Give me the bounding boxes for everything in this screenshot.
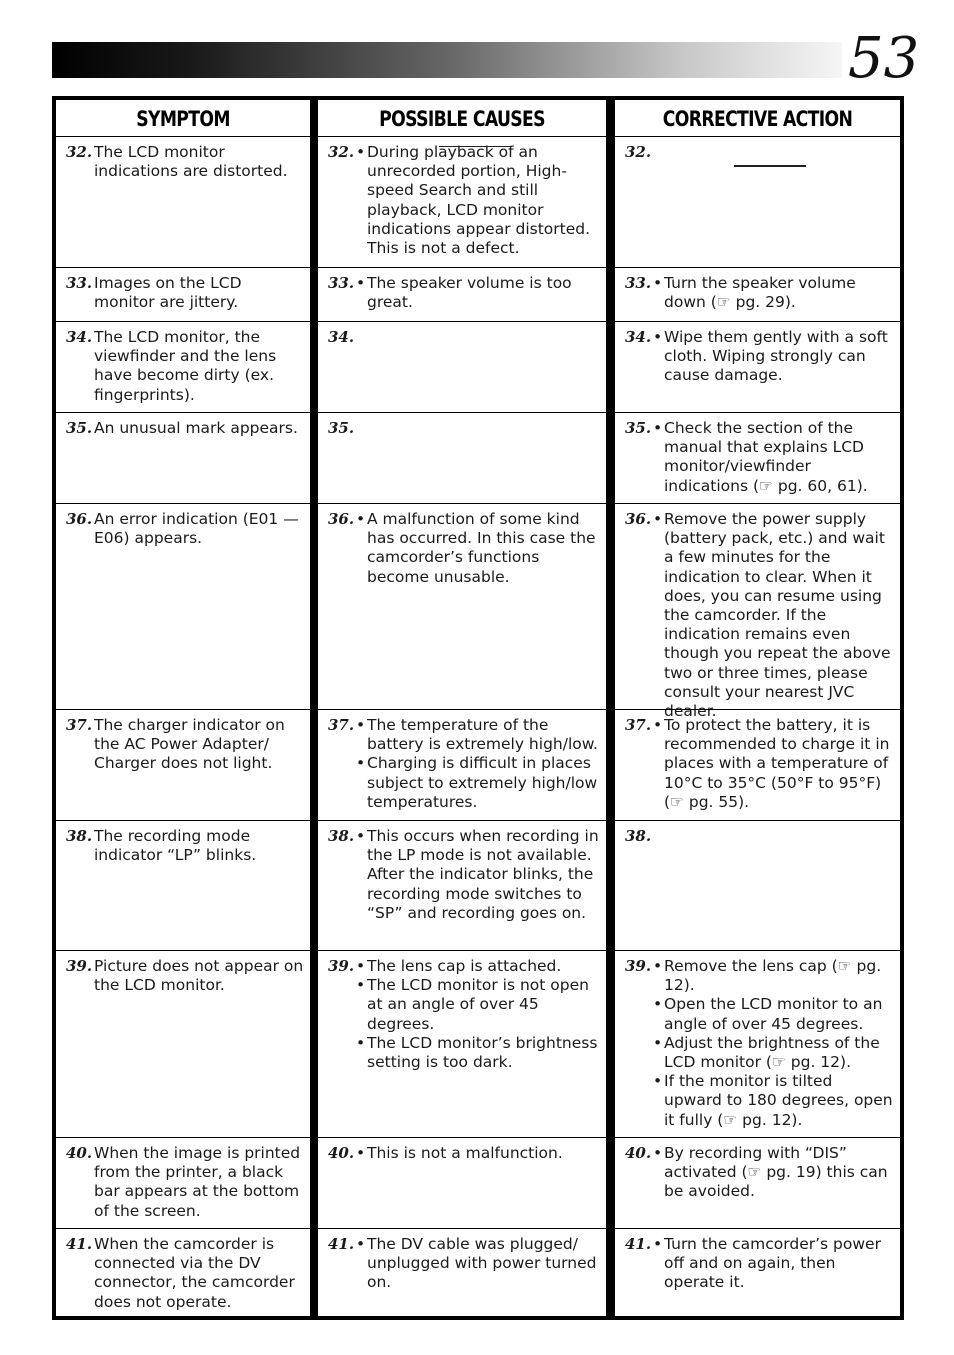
item-number: 33. bbox=[625, 274, 652, 292]
row-divider bbox=[615, 267, 900, 268]
row-divider bbox=[56, 1228, 310, 1229]
item-number: 34. bbox=[625, 328, 652, 346]
row-divider bbox=[318, 321, 606, 322]
symptom-cell bbox=[66, 143, 304, 181]
row-divider bbox=[318, 1228, 606, 1229]
troubleshooting-table bbox=[52, 96, 904, 1320]
cause-item: • Charging is difficult in places subject to extremely high/low temperatures. bbox=[356, 754, 600, 812]
symptom-text: An unusual mark appears. bbox=[94, 419, 298, 437]
item-number: 40. bbox=[66, 1144, 93, 1162]
row-divider bbox=[615, 1228, 900, 1229]
row-divider bbox=[56, 321, 310, 322]
item-number: 41. bbox=[328, 1235, 355, 1253]
cell-text bbox=[94, 1235, 304, 1312]
symptom-text: The LCD monitor indications are distorted. bbox=[94, 143, 288, 181]
action-item: • By recording with “DIS” activated (☞ pg. 19) this can be avoided. bbox=[653, 1144, 894, 1202]
cause-item: • The LCD monitor’s brightness setting is too dark. bbox=[356, 1034, 600, 1072]
row-divider bbox=[56, 950, 310, 951]
row-divider bbox=[318, 1137, 606, 1138]
symptom-column bbox=[56, 100, 310, 1316]
row-divider bbox=[56, 503, 310, 504]
symptom-cell bbox=[66, 274, 304, 312]
header-gradient-bar bbox=[52, 42, 842, 78]
item-number: 40. bbox=[328, 1144, 355, 1162]
cause-cell bbox=[328, 274, 600, 312]
symptom-cell bbox=[66, 419, 304, 438]
row-divider bbox=[318, 267, 606, 268]
action-item: • Turn the camcorder’s power off and on again, then operate it. bbox=[653, 1235, 894, 1293]
item-number: 32. bbox=[625, 143, 652, 161]
row-divider bbox=[615, 321, 900, 322]
cause-item: • This occurs when recording in the LP mode is not available. After the indicator blinks, the recording mode switches to “SP” and recording goes on. bbox=[356, 827, 600, 923]
row-divider bbox=[56, 1137, 310, 1138]
item-number: 36. bbox=[66, 510, 93, 528]
cell-text bbox=[356, 716, 600, 812]
cause-cell bbox=[328, 143, 600, 258]
item-number: 39. bbox=[625, 957, 652, 975]
cell-text bbox=[356, 1144, 600, 1163]
symptom-cell bbox=[66, 510, 304, 548]
cell-text bbox=[653, 328, 894, 386]
action-item: • Remove the lens cap (☞ pg. 12). bbox=[653, 957, 894, 995]
cell-text bbox=[653, 510, 894, 721]
item-number: 40. bbox=[625, 1144, 652, 1162]
row-divider bbox=[318, 709, 606, 710]
action-cell bbox=[625, 1235, 894, 1293]
item-number: 37. bbox=[625, 716, 652, 734]
row-divider bbox=[615, 503, 900, 504]
action-header: CORRECTIVE ACTION bbox=[615, 100, 900, 137]
row-divider bbox=[615, 709, 900, 710]
symptom-cell bbox=[66, 827, 304, 865]
action-cell bbox=[625, 274, 894, 312]
symptom-text: The charger indicator on the AC Power Adapter/ Charger does not light. bbox=[94, 716, 285, 773]
row-divider bbox=[615, 820, 900, 821]
symptom-cell bbox=[66, 716, 304, 774]
cause-item: • The lens cap is attached. bbox=[356, 957, 600, 976]
row-divider bbox=[56, 709, 310, 710]
cell-text bbox=[653, 274, 894, 312]
cell-text bbox=[653, 1235, 894, 1293]
cell-text bbox=[653, 957, 894, 1130]
cause-item: • During playback of an unrecorded portion, High-speed Search and still playback, LCD monitor indications appear distorted. This is not a defect. bbox=[356, 143, 600, 258]
cause-item: • The speaker volume is too great. bbox=[356, 274, 600, 312]
action-cell bbox=[625, 957, 894, 1130]
item-number: 37. bbox=[66, 716, 93, 734]
row-divider bbox=[318, 950, 606, 951]
cause-item: • The temperature of the battery is extremely high/low. bbox=[356, 716, 600, 754]
row-divider bbox=[56, 820, 310, 821]
symptom-text: The recording mode indicator “LP” blinks. bbox=[94, 827, 257, 865]
action-cell bbox=[625, 716, 894, 812]
item-number: 32. bbox=[66, 143, 93, 161]
action-item: • If the monitor is tilted upward to 180 degrees, open it fully (☞ pg. 12). bbox=[653, 1072, 894, 1130]
item-number: 38. bbox=[328, 827, 355, 845]
action-cell bbox=[625, 510, 894, 721]
item-number: 39. bbox=[66, 957, 93, 975]
action-column bbox=[615, 100, 900, 1316]
row-divider bbox=[615, 1137, 900, 1138]
symptom-text: Picture does not appear on the LCD monitor. bbox=[94, 957, 304, 995]
cell-text bbox=[94, 827, 304, 865]
row-divider bbox=[56, 267, 310, 268]
empty-dash bbox=[439, 146, 511, 147]
cell-text bbox=[653, 419, 894, 496]
item-number: 34. bbox=[328, 328, 355, 346]
action-item: • Adjust the brightness of the LCD monitor (☞ pg. 12). bbox=[653, 1034, 894, 1072]
cell-text bbox=[94, 328, 304, 405]
symptom-text: Images on the LCD monitor are jittery. bbox=[94, 274, 242, 312]
cell-text bbox=[356, 143, 600, 258]
cell-text bbox=[94, 716, 304, 774]
item-number: 34. bbox=[66, 328, 93, 346]
symptom-text: When the image is printed from the printer, a black bar appears at the bottom of the screen. bbox=[94, 1144, 301, 1220]
item-number: 35. bbox=[625, 419, 652, 437]
cell-text bbox=[94, 957, 304, 995]
cause-item: • The DV cable was plugged/ unplugged with power turned on. bbox=[356, 1235, 600, 1293]
cause-item: • The LCD monitor is not open at an angle of over 45 degrees. bbox=[356, 976, 600, 1034]
item-number: 41. bbox=[625, 1235, 652, 1253]
cell-text bbox=[653, 1144, 894, 1202]
cause-cell bbox=[328, 1235, 600, 1293]
cell-text bbox=[94, 1144, 304, 1221]
row-divider bbox=[318, 412, 606, 413]
item-number: 33. bbox=[66, 274, 93, 292]
symptom-text: An error indication (E01 — E06) appears. bbox=[94, 510, 299, 548]
cause-cell bbox=[328, 1144, 600, 1163]
action-item: • Remove the power supply (battery pack, etc.) and wait a few minutes for the indication to clear. When it does, you can resume using the camcorder. If the indication remains even though you repeat the above two or three times, please consult your nearest JVC dealer. bbox=[653, 510, 894, 721]
cell-text bbox=[94, 510, 304, 548]
row-divider bbox=[56, 412, 310, 413]
symptom-cell bbox=[66, 328, 304, 405]
causes-column bbox=[318, 100, 606, 1316]
action-item: • Open the LCD monitor to an angle of over 45 degrees. bbox=[653, 995, 894, 1033]
row-divider bbox=[318, 820, 606, 821]
action-item: • Check the section of the manual that explains LCD monitor/viewfinder indications (☞ pg. 60, 61). bbox=[653, 419, 894, 496]
symptom-text: When the camcorder is connected via the DV connector, the camcorder does not operate. bbox=[94, 1235, 295, 1311]
action-cell bbox=[625, 419, 894, 496]
cause-cell bbox=[328, 510, 600, 587]
cell-text bbox=[94, 274, 304, 312]
cell-text bbox=[653, 716, 894, 812]
item-number: 41. bbox=[66, 1235, 93, 1253]
symptom-cell bbox=[66, 957, 304, 995]
cause-cell bbox=[328, 957, 600, 1072]
row-divider bbox=[615, 412, 900, 413]
cell-text bbox=[94, 419, 304, 438]
item-number: 32. bbox=[328, 143, 355, 161]
symptom-cell bbox=[66, 1144, 304, 1221]
action-item: • Wipe them gently with a soft cloth. Wiping strongly can cause damage. bbox=[653, 328, 894, 386]
symptom-text: The LCD monitor, the viewfinder and the lens have become dirty (ex. fingerprints). bbox=[94, 328, 277, 404]
row-divider bbox=[615, 950, 900, 951]
item-number: 35. bbox=[328, 419, 355, 437]
cause-cell bbox=[328, 716, 600, 812]
cell-text bbox=[356, 957, 600, 1072]
symptom-header: SYMPTOM bbox=[56, 100, 310, 137]
cause-item: • This is not a malfunction. bbox=[356, 1144, 600, 1163]
cell-text bbox=[356, 274, 600, 312]
row-divider bbox=[318, 503, 606, 504]
empty-dash bbox=[734, 166, 806, 167]
action-item: • To protect the battery, it is recommended to charge it in places with a temperature of 10°C to 35°C (50°F to 95°F) (☞ pg. 55). bbox=[653, 716, 894, 812]
action-cell bbox=[625, 328, 894, 386]
item-number: 36. bbox=[328, 510, 355, 528]
item-number: 39. bbox=[328, 957, 355, 975]
symptom-cell bbox=[66, 1235, 304, 1312]
action-cell bbox=[625, 1144, 894, 1202]
item-number: 36. bbox=[625, 510, 652, 528]
page-number: 53 bbox=[848, 26, 920, 91]
cell-text bbox=[356, 510, 600, 587]
empty-dash bbox=[734, 165, 806, 166]
item-number: 38. bbox=[625, 827, 652, 845]
causes-header: POSSIBLE CAUSES bbox=[318, 100, 606, 137]
item-number: 35. bbox=[66, 419, 93, 437]
cause-cell bbox=[328, 827, 600, 923]
cell-text bbox=[356, 1235, 600, 1293]
item-number: 38. bbox=[66, 827, 93, 845]
cell-text bbox=[356, 827, 600, 923]
item-number: 33. bbox=[328, 274, 355, 292]
item-number: 37. bbox=[328, 716, 355, 734]
cell-text bbox=[94, 143, 304, 181]
cause-item: • A malfunction of some kind has occurred. In this case the camcorder’s functions become unusable. bbox=[356, 510, 600, 587]
action-item: • Turn the speaker volume down (☞ pg. 29). bbox=[653, 274, 894, 312]
